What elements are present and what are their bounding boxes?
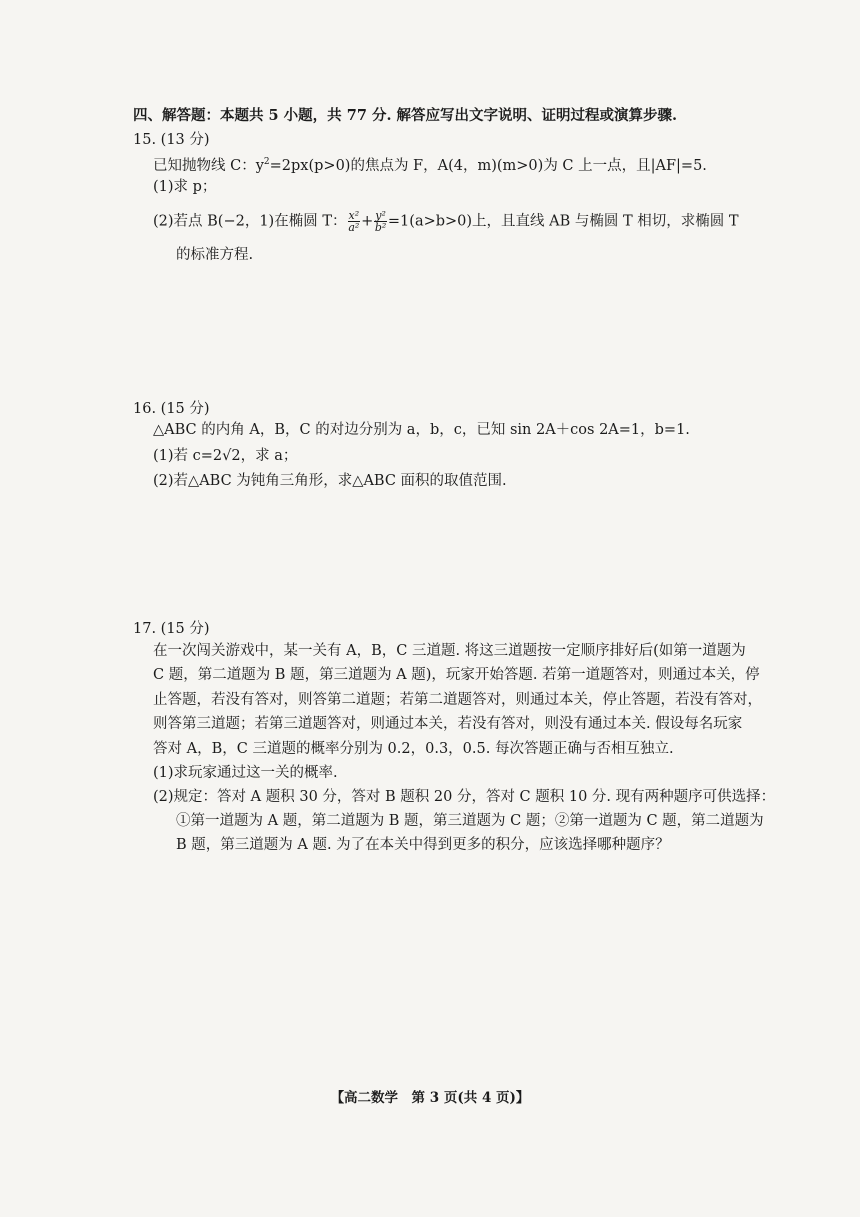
question-17-stem-line: 答对 A，B，C 三道题的概率分别为 0.2，0.3，0.5. 每次答题正确与否相互独立. bbox=[153, 741, 674, 757]
question-17-part-2-line: (2)规定：答对 A 题积 30 分，答对 B 题积 20 分，答对 C 题积 10 分. 现有两种题序可供选择： bbox=[153, 789, 776, 805]
question-16-stem: △ABC 的内角 A，B，C 的对边分别为 a，b，c，已知 sin 2A＋cos 2A=1，b=1. bbox=[153, 422, 690, 438]
fraction-x2-over-a2 bbox=[348, 210, 361, 233]
page-footer: 【高二数学 第 3 页(共 4 页)】 bbox=[330, 1090, 530, 1106]
question-15-stem bbox=[153, 152, 707, 176]
q15-stem-text-b: =2px(p>0)的焦点为 F，A(4，m)(m>0)为 C 上一点，且|AF|=5. bbox=[269, 157, 707, 174]
question-16-number: 16. (15 分) bbox=[133, 401, 210, 417]
question-15-part-1: (1)求 p； bbox=[153, 179, 217, 195]
section-header: 四、解答题：本题共 5 小题，共 77 分. 解答应写出文字说明、证明过程或演算步骤. bbox=[133, 107, 678, 124]
question-17-part-1: (1)求玩家通过这一关的概率. bbox=[153, 765, 338, 781]
q15-stem-superscript: 2 bbox=[263, 157, 270, 167]
question-15-number: 15. (13 分) bbox=[133, 132, 210, 148]
question-17-stem-line: C 题，第二道题为 B 题，第三道题为 A 题)，玩家开始答题. 若第一道题答对，则通过本关，停 bbox=[153, 667, 760, 683]
question-17-stem-line: 止答题，若没有答对，则答第二道题；若第二道题答对，则通过本关，停止答题，若没有答对， bbox=[153, 692, 762, 708]
question-17-stem-line: 则答第三道题；若第三道题答对，则通过本关，若没有答对，则没有通过本关. 假设每名玩家 bbox=[153, 716, 743, 732]
question-15-part-2-continued: 的标准方程. bbox=[176, 247, 254, 263]
fraction-denominator: b² bbox=[374, 221, 387, 234]
q15-part2-text-a: (2)若点 B(−2，1)在椭圆 T： bbox=[153, 213, 347, 230]
question-17-part-2-line: ①第一道题为 A 题，第二道题为 B 题，第三道题为 C 题；②第一道题为 C 题，第二道题为 bbox=[176, 813, 764, 829]
fraction-numerator: y² bbox=[375, 209, 386, 222]
fraction-numerator: x² bbox=[348, 209, 360, 222]
question-17-part-2-line: B 题，第三道题为 A 题. 为了在本关中得到更多的积分，应该选择哪种题序？ bbox=[176, 837, 670, 853]
question-17-number: 17. (15 分) bbox=[133, 621, 210, 637]
question-15-part-2 bbox=[153, 210, 739, 233]
question-17-stem-line: 在一次闯关游戏中，某一关有 A，B，C 三道题. 将这三道题按一定顺序排好后(如第一道题为 bbox=[153, 643, 746, 659]
q15-stem-text-a: 已知抛物线 C：y bbox=[153, 157, 264, 174]
plus-sign: + bbox=[361, 213, 374, 230]
fraction-denominator: a² bbox=[348, 221, 360, 234]
question-16-part-1: (1)若 c=2√2，求 a； bbox=[153, 448, 298, 464]
fraction-y2-over-b2 bbox=[374, 210, 387, 233]
q15-part2-text-b: =1(a>b>0)上，且直线 AB 与椭圆 T 相切，求椭圆 T bbox=[387, 213, 739, 230]
question-16-part-2: (2)若△ABC 为钝角三角形，求△ABC 面积的取值范围. bbox=[153, 473, 507, 489]
